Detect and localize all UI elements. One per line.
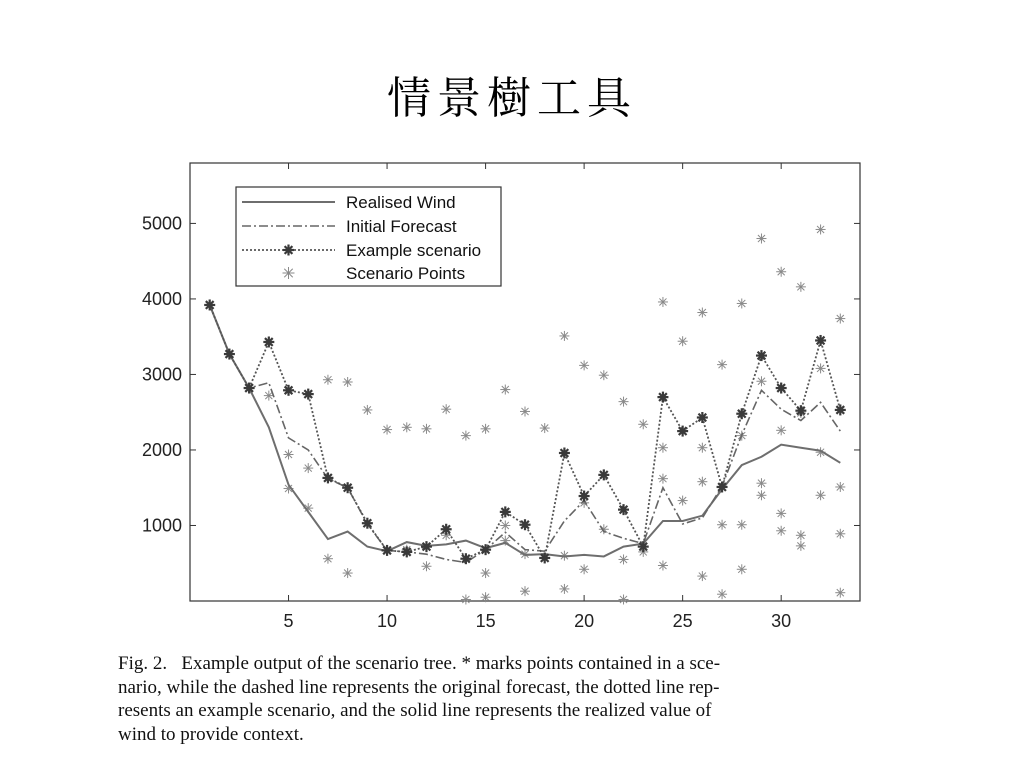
scenario-point [658, 297, 668, 307]
example-scenario-marker [657, 392, 668, 403]
scenario-point [559, 584, 569, 594]
scenario-point [697, 571, 707, 581]
example-scenario-marker [795, 405, 806, 416]
example-scenario-marker [815, 335, 826, 346]
scenario-point [500, 385, 510, 395]
scenario-point [756, 478, 766, 488]
y-tick-label: 2000 [141, 439, 182, 460]
scenario-point [697, 443, 707, 453]
scenario-point [599, 370, 609, 380]
y-tick-label: 5000 [141, 213, 182, 234]
example-scenario-marker [303, 389, 314, 400]
example-scenario-marker [283, 385, 294, 396]
example-scenario-marker [382, 545, 393, 556]
figure-caption [118, 652, 888, 746]
legend-label: Realised Wind [346, 193, 456, 212]
scenario-point [776, 425, 786, 435]
scenario-point [796, 530, 806, 540]
scenario-point [461, 431, 471, 441]
example-scenario-marker [401, 546, 412, 557]
caption-line: nario, while the dashed line represents the original forecast, the dotted line rep- [118, 676, 720, 698]
scenario-point [658, 561, 668, 571]
scenario-point [559, 331, 569, 341]
scenario-point [481, 568, 491, 578]
scenario-point [658, 443, 668, 453]
scenario-point [303, 463, 313, 473]
scenario-point [619, 554, 629, 564]
scenario-point [697, 308, 707, 318]
scenario-point [776, 526, 786, 536]
y-tick-label: 4000 [141, 288, 182, 309]
scenario-point [796, 282, 806, 292]
x-tick-label: 10 [377, 611, 398, 631]
caption-line: resents an example scenario, and the solid line represents the realized value of [118, 700, 712, 721]
legend-label: Example scenario [346, 241, 482, 260]
scenario-point [835, 588, 845, 598]
x-tick-label: 20 [574, 611, 595, 631]
scenario-point [500, 520, 510, 530]
example-scenario-marker [441, 524, 452, 535]
scenario-point [756, 490, 766, 500]
example-scenario-marker [717, 481, 728, 492]
scenario-point [382, 425, 392, 435]
scenario-point [362, 405, 372, 415]
scenario-point [678, 336, 688, 346]
example-scenario-marker [460, 553, 471, 564]
scenario-point [737, 564, 747, 574]
y-tick-label: 3000 [141, 364, 182, 385]
example-scenario-marker [204, 299, 215, 310]
scenario-point [737, 298, 747, 308]
scenario-point [776, 267, 786, 277]
example-scenario-marker [480, 544, 491, 555]
scenario-point [717, 520, 727, 530]
scenario-point [717, 360, 727, 370]
example-scenario-marker [500, 506, 511, 517]
legend-label: Initial Forecast [346, 217, 457, 236]
example-scenario-marker [835, 404, 846, 415]
scenario-point [421, 424, 431, 434]
scenario-point [441, 404, 451, 414]
scenario-point [619, 397, 629, 407]
scenario-point [796, 541, 806, 551]
scenario-point [737, 520, 747, 530]
scenario-point [658, 474, 668, 484]
example-scenario-marker [776, 383, 787, 394]
scenario-point [619, 594, 629, 604]
scenario-point [638, 419, 648, 429]
scenario-point [756, 234, 766, 244]
scenario-point [540, 423, 550, 433]
x-tick-label: 15 [475, 611, 496, 631]
example-scenario-marker [421, 541, 432, 552]
x-tick-label: 30 [771, 611, 792, 631]
example-scenario-marker [638, 541, 649, 552]
scenario-point [756, 376, 766, 386]
example-scenario-marker [322, 472, 333, 483]
scenario-point [343, 377, 353, 387]
example-scenario-marker [756, 350, 767, 361]
slide-title: 情景樹工具 [387, 73, 637, 124]
scenario-point [678, 496, 688, 506]
example-scenario-marker [677, 426, 688, 437]
example-scenario-marker [579, 491, 590, 502]
scenario-point [323, 554, 333, 564]
scenario-point [323, 375, 333, 385]
example-scenario-marker [520, 519, 531, 530]
scenario-point [284, 449, 294, 459]
scenario-point [579, 564, 589, 574]
example-scenario-marker [618, 504, 629, 515]
x-tick-label: 25 [672, 611, 693, 631]
scenario-point [816, 224, 826, 234]
scenario-point [835, 482, 845, 492]
scenario-point [481, 592, 491, 602]
scenario-point [717, 589, 727, 599]
example-scenario-marker [697, 412, 708, 423]
example-scenario-marker [263, 336, 274, 347]
x-tick-label: 5 [283, 611, 294, 631]
example-scenario-marker [539, 552, 550, 563]
scenario-point [835, 529, 845, 539]
legend-marker-points [283, 267, 295, 279]
scenario-point [481, 424, 491, 434]
scenario-point [697, 477, 707, 487]
scenario-point [343, 568, 353, 578]
scenario-point [402, 422, 412, 432]
scenario-point [520, 406, 530, 416]
scenario-point [579, 360, 589, 370]
scenario-point [816, 490, 826, 500]
example-scenario-marker [362, 518, 373, 529]
legend-label: Scenario Points [346, 264, 466, 283]
scenario-point [835, 314, 845, 324]
legend-marker-scenario [283, 245, 294, 256]
scenario-point [520, 586, 530, 596]
scenario-point [461, 594, 471, 604]
example-scenario-marker [736, 408, 747, 419]
example-scenario-marker [224, 349, 235, 360]
caption-line: Fig. 2. Example output of the scenario tree. * marks points contained in a sce- [118, 653, 721, 674]
example-scenario-marker [559, 447, 570, 458]
example-scenario-marker [244, 383, 255, 394]
example-scenario-marker [598, 469, 609, 480]
y-tick-label: 1000 [141, 515, 182, 536]
scenario-point [816, 363, 826, 373]
scenario-point [421, 561, 431, 571]
example-scenario-marker [342, 482, 353, 493]
scenario-point [776, 508, 786, 518]
caption-line: wind to provide context. [118, 723, 304, 745]
